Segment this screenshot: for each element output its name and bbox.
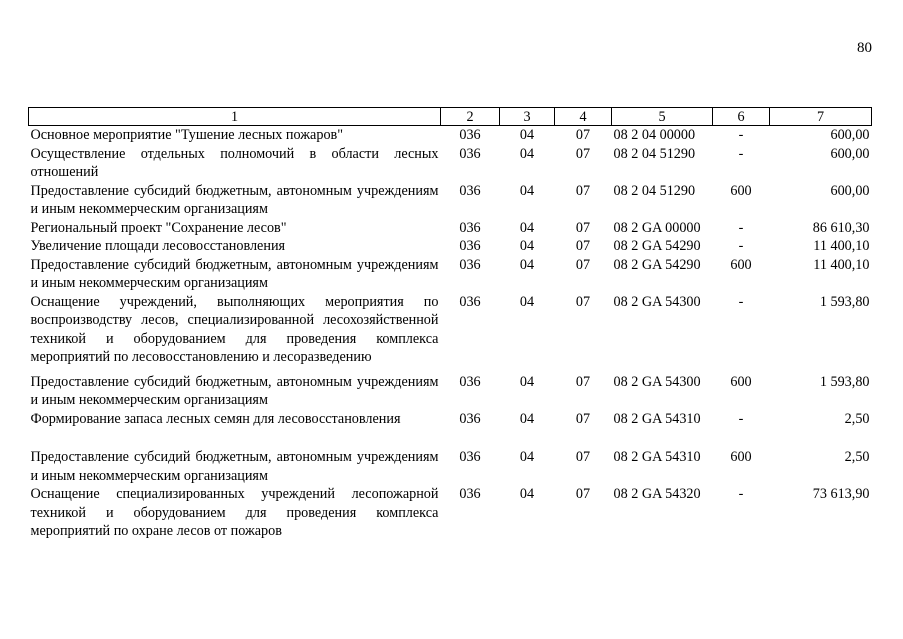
- column-header: 1: [29, 108, 441, 126]
- cell-target-article: 08 2 04 51290: [613, 182, 696, 199]
- cell-amount: 600,00: [830, 145, 870, 162]
- row-name: Предоставление субсидий бюджетным, автономным учреждениям и иным некоммерческим организациям: [30, 256, 439, 291]
- cell-target-article: 08 2 GA 54300: [613, 373, 701, 390]
- column-header: 3: [500, 108, 555, 126]
- cell-target-article: 08 2 GA 54290: [613, 256, 701, 273]
- cell-amount: 1 593,80: [819, 293, 870, 310]
- cell-amount: 2,50: [844, 410, 870, 427]
- row-name: Увеличение площади лесовосстановления: [30, 238, 286, 254]
- cell-expense-type: 600: [730, 449, 752, 465]
- budget-table: [28, 107, 872, 541]
- cell-subsection: 07: [575, 486, 591, 502]
- row-name: Осуществление отдельных полномочий в области лесных отношений: [30, 145, 439, 180]
- cell-expense-type: -: [738, 238, 744, 254]
- cell-section: 04: [519, 238, 535, 254]
- cell-section: 04: [519, 219, 535, 236]
- cell-expense-type: -: [738, 293, 744, 310]
- cell-target-article: 08 2 04 00000: [613, 127, 696, 143]
- cell-subsection: 07: [575, 145, 591, 162]
- cell-subsection: 07: [575, 219, 591, 236]
- table-row: [29, 485, 872, 541]
- row-name: Региональный проект "Сохранение лесов": [30, 219, 287, 236]
- cell-admin-code: 036: [459, 182, 481, 199]
- cell-admin-code: 036: [459, 373, 481, 390]
- table-row: [29, 373, 872, 410]
- row-name: Оснащение учреждений, выполняющих мероприятия по воспроизводству лесов, специализированной лесохозяйственной техникой и оборудованием для проведения комплекса мероприятий по лесовосстановлению и лесоразведению: [30, 293, 439, 365]
- cell-admin-code: 036: [459, 238, 481, 254]
- row-name: Оснащение специализированных учреждений лесопожарной техникой и оборудованием для проведения комплекса мероприятий по охране лесов от пожаров: [30, 486, 439, 539]
- cell-subsection: 07: [575, 449, 591, 465]
- cell-amount: 600,00: [830, 182, 870, 199]
- cell-section: 04: [519, 449, 535, 465]
- column-header: 5: [612, 108, 713, 126]
- cell-admin-code: 036: [459, 256, 481, 273]
- cell-amount: 86 610,30: [812, 219, 870, 236]
- cell-subsection: 07: [575, 293, 591, 310]
- cell-admin-code: 036: [459, 410, 481, 427]
- cell-admin-code: 036: [459, 449, 481, 465]
- cell-subsection: 07: [575, 410, 591, 427]
- cell-subsection: 07: [575, 182, 591, 199]
- cell-section: 04: [519, 256, 535, 273]
- cell-amount: 2,50: [844, 449, 870, 465]
- cell-target-article: 08 2 GA 54290: [613, 238, 701, 254]
- page-number: 80: [857, 40, 872, 56]
- cell-expense-type: 600: [730, 373, 752, 390]
- cell-target-article: 08 2 GA 54320: [613, 486, 701, 502]
- cell-admin-code: 036: [459, 219, 481, 236]
- cell-section: 04: [519, 486, 535, 502]
- cell-target-article: 08 2 GA 54310: [613, 449, 701, 465]
- cell-admin-code: 036: [459, 486, 481, 502]
- column-header: 7: [770, 108, 872, 126]
- column-header: 6: [713, 108, 770, 126]
- row-name: Предоставление субсидий бюджетным, автономным учреждениям и иным некоммерческим организациям: [30, 449, 439, 484]
- cell-expense-type: 600: [730, 256, 752, 273]
- cell-expense-type: -: [738, 486, 744, 502]
- cell-target-article: 08 2 GA 54310: [613, 410, 701, 427]
- cell-target-article: 08 2 04 51290: [613, 145, 696, 162]
- table-row: [29, 293, 872, 373]
- table-row: [29, 448, 872, 485]
- cell-section: 04: [519, 127, 535, 143]
- table-row: [29, 256, 872, 293]
- cell-subsection: 07: [575, 238, 591, 254]
- cell-admin-code: 036: [459, 145, 481, 162]
- cell-section: 04: [519, 145, 535, 162]
- column-header: 2: [441, 108, 500, 126]
- table-row: [29, 145, 872, 182]
- table-row: [29, 182, 872, 219]
- cell-section: 04: [519, 373, 535, 390]
- table-header-row: [29, 108, 872, 126]
- column-header: 4: [555, 108, 612, 126]
- cell-subsection: 07: [575, 127, 591, 143]
- cell-expense-type: -: [738, 127, 744, 143]
- row-name: Формирование запаса лесных семян для лесовосстановления: [30, 410, 401, 427]
- table-row: [29, 410, 872, 449]
- cell-expense-type: -: [738, 410, 744, 427]
- cell-amount: 11 400,10: [813, 238, 870, 254]
- cell-section: 04: [519, 410, 535, 427]
- cell-expense-type: 600: [730, 182, 752, 199]
- table-row: [29, 126, 872, 145]
- cell-admin-code: 036: [459, 293, 481, 310]
- cell-section: 04: [519, 182, 535, 199]
- table-row: [29, 237, 872, 256]
- cell-amount: 600,00: [830, 127, 870, 143]
- cell-subsection: 07: [575, 373, 591, 390]
- cell-target-article: 08 2 GA 54300: [613, 293, 701, 310]
- cell-amount: 73 613,90: [812, 486, 870, 502]
- cell-admin-code: 036: [459, 127, 481, 143]
- cell-expense-type: -: [738, 145, 744, 162]
- cell-subsection: 07: [575, 256, 591, 273]
- row-name: Основное мероприятие "Тушение лесных пожаров": [30, 127, 344, 143]
- row-name: Предоставление субсидий бюджетным, автономным учреждениям и иным некоммерческим организациям: [30, 182, 439, 217]
- cell-amount: 1 593,80: [819, 373, 870, 390]
- row-name: Предоставление субсидий бюджетным, автономным учреждениям и иным некоммерческим организациям: [30, 373, 439, 408]
- cell-expense-type: -: [738, 219, 744, 236]
- cell-amount: 11 400,10: [813, 256, 870, 273]
- cell-section: 04: [519, 293, 535, 310]
- cell-target-article: 08 2 GA 00000: [613, 219, 701, 236]
- table-row: [29, 219, 872, 238]
